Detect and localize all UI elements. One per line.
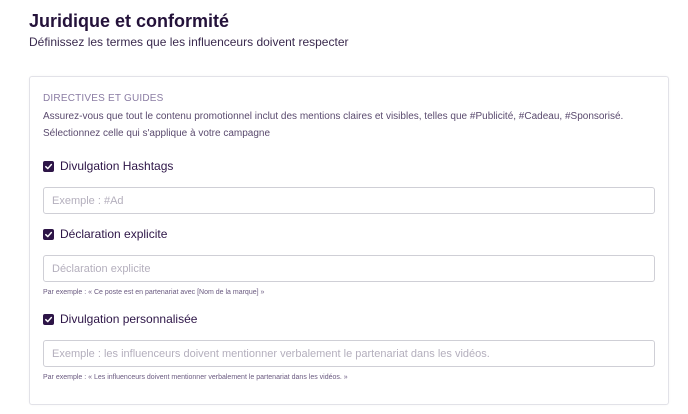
hashtag-disclosure-checkbox[interactable]: [43, 161, 54, 172]
section-description: Assurez-vous que tout le contenu promotionnel inclut des mentions claires et visibles, telles que #Publicité, #Cadeau, #Sponsorisé. Sélectionnez celle qui s'applique à votre campagne: [43, 111, 624, 139]
custom-disclosure-label: Divulgation personnalisée: [60, 312, 198, 326]
hashtag-disclosure-input[interactable]: [43, 187, 655, 214]
custom-disclosure-input[interactable]: [43, 340, 655, 367]
explicit-statement-hint: Par exemple : « Ce poste est en partenariat avec [Nom de la marque] »: [43, 289, 265, 296]
custom-disclosure-checkbox[interactable]: [43, 314, 54, 325]
hashtag-disclosure-label: Divulgation Hashtags: [60, 159, 174, 173]
page-subtitle: Définissez les termes que les influenceurs doivent respecter: [29, 35, 349, 49]
page-title: Juridique et conformité: [29, 11, 230, 31]
guidelines-card: [29, 76, 669, 405]
explicit-statement-label: Déclaration explicite: [60, 227, 168, 241]
checkmark-icon: [44, 162, 53, 171]
custom-disclosure-hint: Par exemple : « Les influenceurs doivent mentionner verbalement le partenariat dans les vidéos. »: [43, 374, 348, 381]
explicit-statement-input[interactable]: [43, 255, 655, 282]
custom-disclosure-row[interactable]: [43, 311, 197, 327]
checkmark-icon: [44, 315, 53, 324]
section-heading: DIRECTIVES ET GUIDES: [43, 93, 164, 104]
explicit-statement-checkbox[interactable]: [43, 229, 54, 240]
hashtag-disclosure-row[interactable]: [43, 158, 173, 174]
explicit-statement-row[interactable]: [43, 226, 167, 242]
checkmark-icon: [44, 230, 53, 239]
